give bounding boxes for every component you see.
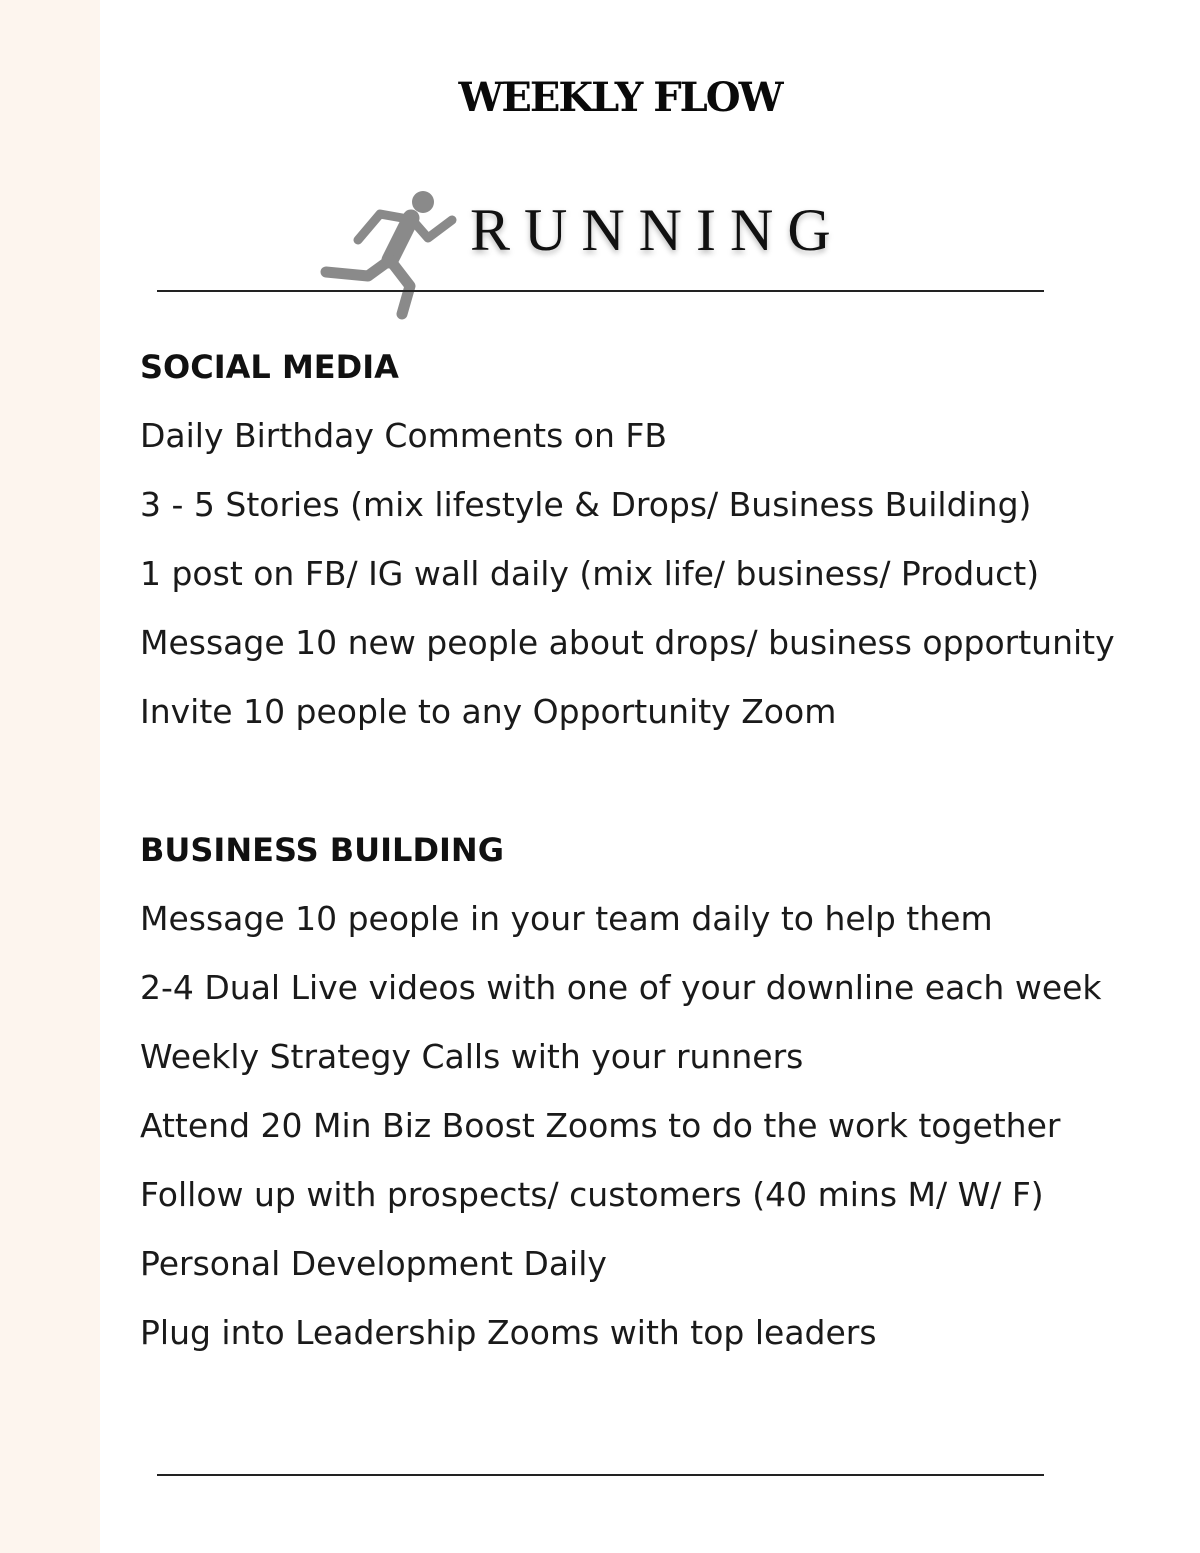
running-person-icon — [318, 188, 460, 322]
section-heading-social-media: SOCIAL MEDIA — [140, 348, 399, 386]
list-item: Attend 20 Min Biz Boost Zooms to do the work together — [140, 1106, 1061, 1145]
bottom-divider — [157, 1474, 1044, 1476]
page-title: WEEKLY FLOW — [458, 74, 782, 121]
list-item: Plug into Leadership Zooms with top leaders — [140, 1313, 877, 1352]
list-item: Message 10 people in your team daily to help them — [140, 899, 993, 938]
list-item: Message 10 new people about drops/ business opportunity — [140, 623, 1115, 662]
section-heading-business-building: BUSINESS BUILDING — [140, 831, 504, 869]
list-item: 2-4 Dual Live videos with one of your downline each week — [140, 968, 1102, 1007]
list-item: Weekly Strategy Calls with your runners — [140, 1037, 804, 1076]
page-subtitle: RUNNING — [470, 197, 845, 263]
list-item: 3 - 5 Stories (mix lifestyle & Drops/ Business Building) — [140, 485, 1032, 524]
list-item: Invite 10 people to any Opportunity Zoom — [140, 692, 837, 731]
list-item: 1 post on FB/ IG wall daily (mix life/ business/ Product) — [140, 554, 1040, 593]
list-item: Personal Development Daily — [140, 1244, 607, 1283]
list-item: Daily Birthday Comments on FB — [140, 416, 667, 455]
top-divider — [157, 290, 1044, 292]
list-item: Follow up with prospects/ customers (40 mins M/ W/ F) — [140, 1175, 1044, 1214]
side-strip — [0, 0, 100, 1553]
